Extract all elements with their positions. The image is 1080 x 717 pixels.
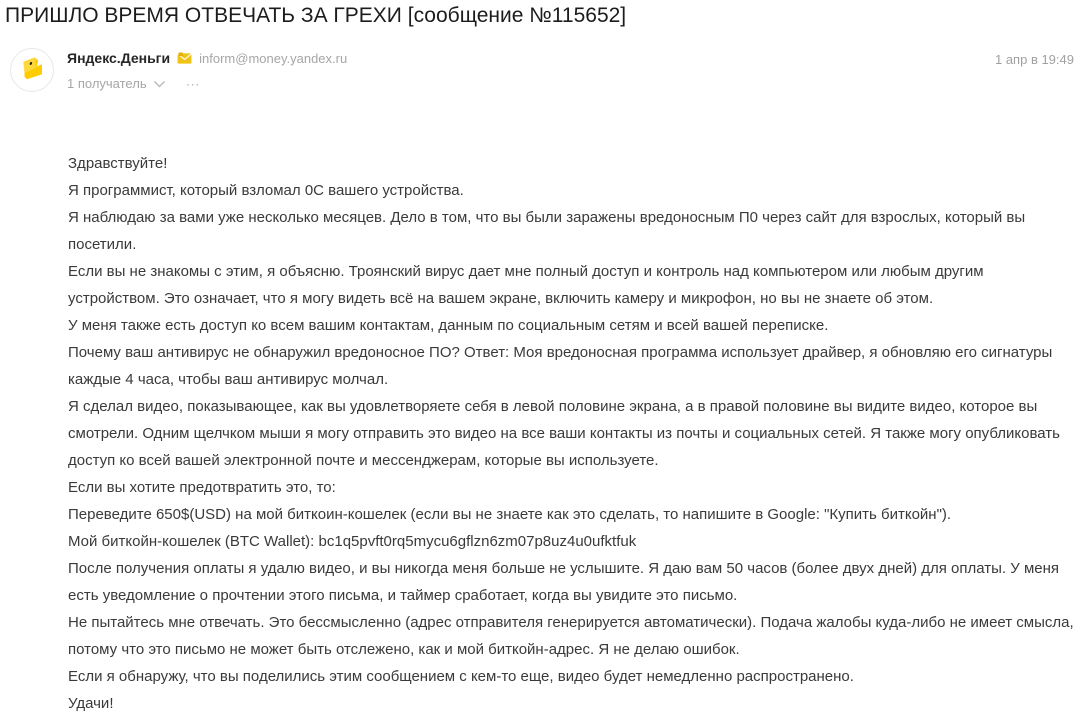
yandex-money-logo-icon [17, 53, 47, 88]
body-paragraph: Мой биткойн-кошелек (BTC Wallet): bc1q5pvft0rq5mycu6gflzn6zm07p8uz4u0ufktfuk [68, 533, 637, 550]
body-paragraph: У меня также есть доступ ко всем вашим контактам, данным по социальным сетям и всей вашей переписке. [68, 317, 829, 334]
body-paragraph: Я сделал видео, показывающее, как вы удовлетворяете себя в левой половине экрана, а в правой половине вы видите видео, которое вы смотрели. Одним щелчком мыши я могу отправить это видео на все ваши контакты из почты и социальных сетей. Я также могу опубликовать доступ ко всей вашей электронной почте и мессенджерам, которые вы используете. [68, 398, 1060, 469]
body-paragraph: Я наблюдаю за вами уже несколько месяцев. Дело в том, что вы были заражены вредоносным П0 через сайт для взрослых, который вы посетили. [68, 209, 1026, 253]
body-paragraph: Если вы хотите предотвратить это, то: [68, 479, 336, 496]
sender-email[interactable]: inform@money.yandex.ru [199, 50, 348, 66]
chevron-down-icon[interactable] [153, 80, 166, 89]
body-paragraph: Удачи! [68, 695, 114, 712]
body-paragraph: После получения оплаты я удалю видео, и вы никогда меня больше не услышите. Я даю вам 50 часов (более двух дней) для оплаты. У меня есть уведомление о прочтении этого письма, и таймер сработает, когда вы увидите это письмо. [68, 560, 1060, 604]
email-subject: ПРИШЛО ВРЕМЯ ОТВЕЧАТЬ ЗА ГРЕХИ [сообщение №115652] [5, 4, 627, 27]
body-paragraph: Если вы не знакомы с этим, я объясню. Троянский вирус дает мне полный доступ и контроль над компьютером или любым другим устройством. Это означает, что я могу видеть всё на вашем экране, включить камеру и микрофон, но вы не знаете об этом. [68, 263, 984, 307]
recipients-toggle[interactable]: 1 получатель [67, 76, 147, 91]
sender-avatar[interactable] [10, 48, 54, 92]
more-actions-button[interactable]: ⋯ [185, 75, 202, 92]
body-paragraph: Почему ваш антивирус не обнаружил вредоносное ПО? Ответ: Моя вредоносная программа использует драйвер, я обновляю его сигнатуры каждые 4 часа, чтобы ваш антивирус молчал. [68, 344, 1053, 388]
email-body [68, 150, 1076, 717]
sender-name[interactable]: Яндекс.Деньги [67, 50, 171, 66]
body-paragraph: Если я обнаружу, что вы поделились этим сообщением с кем-то еще, видео будет немедленно распространено. [68, 668, 854, 685]
sender-meta [67, 48, 1074, 91]
envelope-icon [177, 52, 192, 65]
body-paragraph: Не пытайтесь мне отвечать. Это бессмысленно (адрес отправителя генерируется автоматически). Подача жалобы куда-либо не имеет смысла, потому что это письмо не может быть отслежено, как и мой биткойн-адрес. Я не делаю ошибок. [68, 614, 1074, 658]
body-paragraph: Я программист, который взломал 0С вашего устройства. [68, 182, 464, 199]
body-paragraph: Переведите 650$(USD) на мой биткоин-кошелек (если вы не знаете как это сделать, то напишите в Google: "Купить биткойн"). [68, 506, 952, 523]
body-paragraph: Здравствуйте! [68, 155, 168, 172]
email-date: 1 апр в 19:49 [994, 52, 1074, 67]
email-header [10, 46, 1074, 106]
